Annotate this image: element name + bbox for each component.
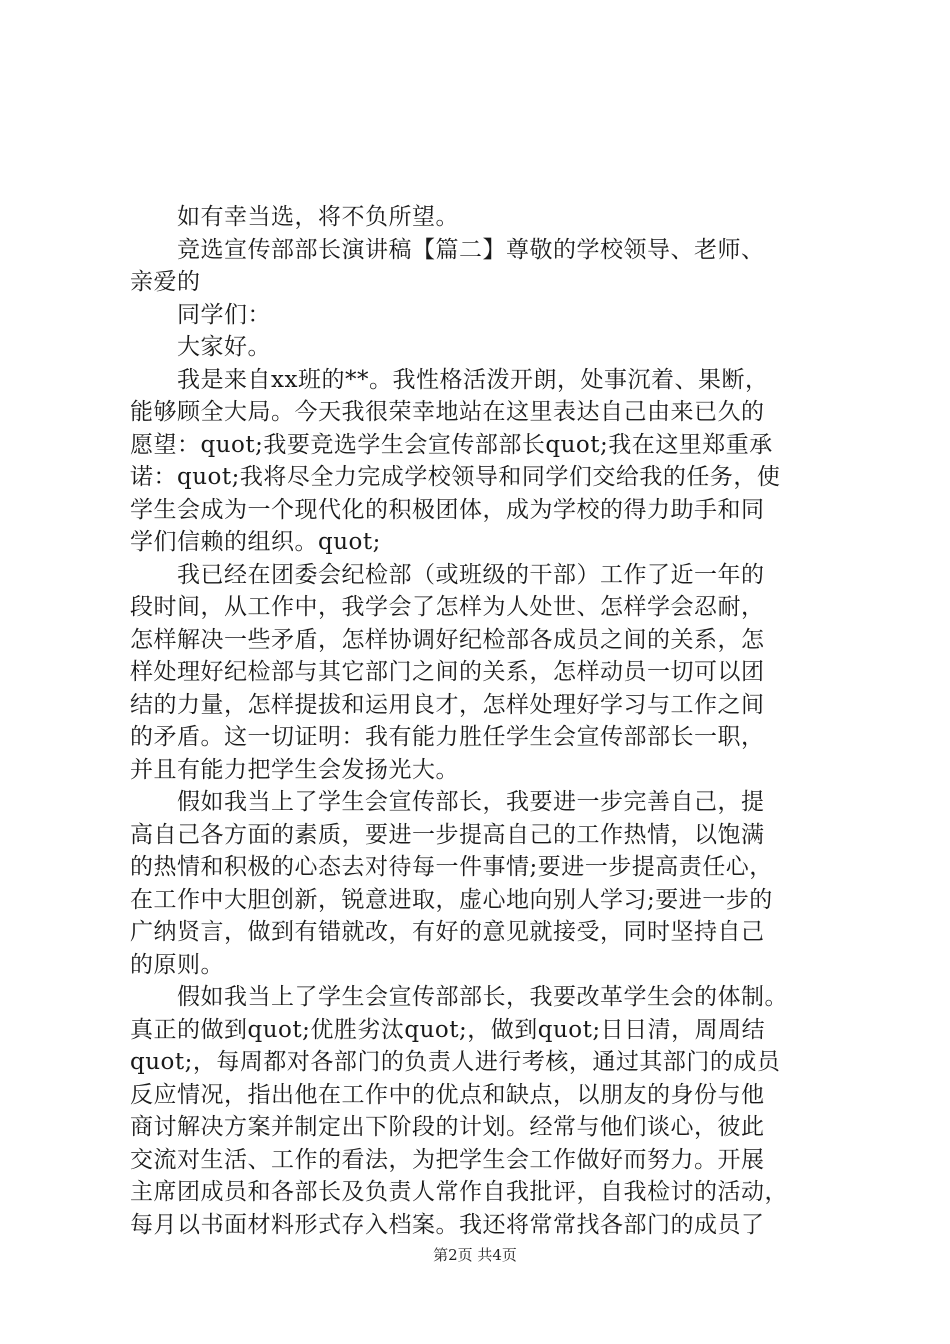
text-line: 同学们： (130, 301, 271, 328)
text-line: 学们信赖的组织。quot; (130, 529, 381, 555)
text-line: 真正的做到quot;优胜劣汰quot;，做到quot;日日清，周周结 (130, 1016, 766, 1043)
text-line: 竞选宣传部部长演讲稿【篇二】尊敬的学校领导、老师、 (130, 236, 765, 263)
text-line: 愿望：quot;我要竞选学生会宣传部部长quot;我在这里郑重承 (130, 431, 773, 458)
text-line: 段时间，从工作中，我学会了怎样为人处世、怎样学会忍耐， (130, 594, 765, 620)
text-line: 商讨解决方案并制定出下阶段的计划。经常与他们谈心，彼此 (130, 1114, 765, 1140)
text-line: 我已经在团委会纪检部（或班级的干部）工作了近一年的 (130, 561, 765, 588)
text-line: 主席团成员和各部长及负责人常作自我批评，自我检讨的活动， (130, 1179, 788, 1205)
text-line: 的矛盾。这一切证明：我有能力胜任学生会宣传部部长一职， (130, 724, 765, 750)
text-line: 学生会成为一个现代化的积极团体，成为学校的得力助手和同 (130, 496, 765, 523)
text-line: 广纳贤言，做到有错就改，有好的意见就接受，同时坚持自己 (130, 919, 765, 945)
text-line: 交流对生活、工作的看法，为把学生会工作做好而努力。开展 (130, 1146, 765, 1173)
text-line: 并且有能力把学生会发扬光大。 (130, 756, 459, 783)
text-line: 高自己各方面的素质，要进一步提高自己的工作热情，以饱满 (130, 821, 765, 848)
text-line: 能够顾全大局。今天我很荣幸地站在这里表达自己由来已久的 (130, 399, 765, 425)
text-line: 如有幸当选，将不负所望。 (130, 204, 459, 230)
text-line: 结的力量，怎样提拔和运用良才，怎样处理好学习与工作之间 (130, 691, 765, 718)
text-line: 我是来自xx班的**。我性格活泼开朗，处事沉着、果断， (130, 366, 769, 393)
text-line: quot;，每周都对各部门的负责人进行考核，通过其部门的成员 (130, 1049, 781, 1075)
text-line: 假如我当上了学生会宣传部部长，我要改革学生会的体制。 (130, 984, 788, 1010)
text-line: 大家好。 (130, 334, 271, 360)
page-number-footer: 第2页 共4页 (433, 1246, 517, 1264)
text-line: 亲爱的 (130, 269, 201, 295)
text-line: 假如我当上了学生会宣传部长，我要进一步完善自己，提 (130, 789, 765, 815)
text-line: 样处理好纪检部与其它部门之间的关系，怎样动员一切可以团 (130, 659, 765, 685)
text-line: 的原则。 (130, 951, 224, 978)
text-line: 的热情和积极的心态去对待每一件事情;要进一步提高责任心， (130, 854, 773, 880)
text-line: 在工作中大胆创新，锐意进取，虚心地向别人学习;要进一步的 (130, 886, 773, 913)
document-body (130, 201, 840, 1241)
text-line: 每月以书面材料形式存入档案。我还将常常找各部门的成员了 (130, 1211, 765, 1238)
text-line: 诺：quot;我将尽全力完成学校领导和同学们交给我的任务，使 (130, 464, 781, 490)
text-line: 怎样解决一些矛盾，怎样协调好纪检部各成员之间的关系，怎 (130, 626, 765, 653)
text-line: 反应情况，指出他在工作中的优点和缺点，以朋友的身份与他 (130, 1081, 765, 1108)
